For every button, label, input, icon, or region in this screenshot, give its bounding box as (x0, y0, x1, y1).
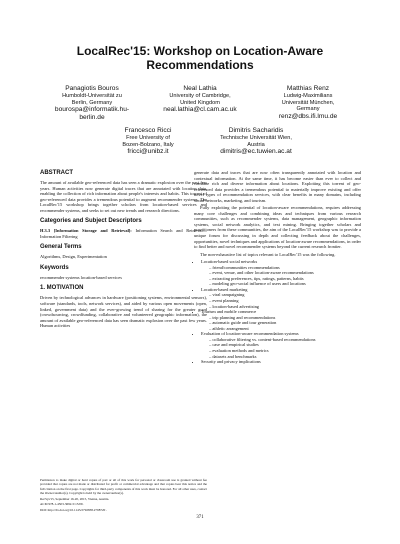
subtopic-item: – trip planning and recommendations (209, 315, 361, 321)
body-paragraph: Fully exploiting the potential of location-aware recommendations, requires addressing many core challenges and combining ideas and techniques from various research communities, such as recommender systems, data management, geographic information systems, social network analytics, and text mining. Bringing together scholars and practitioners from these communities, the aim of the LocalRec'15 workshop was to provide a unique forum for discussing in depth and collecting feedback about the challenges, opportunities, novel techniques and applications of location-aware recommendations, in order to find better and novel recommender systems beyond the current research frontier. (194, 205, 361, 250)
author-email: dimitris@ec.tuwien.ac.at (220, 148, 292, 156)
subtopic-list (201, 292, 361, 309)
categories-code: H.3.3 [Information Storage and Retrieval]: (40, 228, 132, 234)
acm-isbn: ACM 978-1-4503-3692-5/15/09. (40, 502, 84, 507)
title-line-2: Recommendations (146, 58, 254, 72)
categories-description: Information Search and Retrieval—Information Filtering (40, 228, 207, 239)
subtopic-item: – modeling geo-social influence of users and locations (209, 281, 361, 287)
topic-label: Tourism and mobile commerce (201, 309, 257, 315)
subtopic-item: – case and empirical studies (209, 342, 361, 348)
subtopic-item: – extracting preferences, tips, ratings, patterns, habits (209, 276, 361, 282)
author-block-5 (204, 127, 308, 156)
topic-label: Location-based social networks (201, 259, 258, 265)
subtopic-item: – automatic guide and tour generation (209, 320, 361, 326)
page-number: 371 (196, 515, 204, 520)
subtopic-list (201, 337, 361, 359)
author-affiliation: Technische Universität Wien, (220, 135, 292, 141)
body-paragraph: The non-exhaustive list of topics relevant to LocalRec'15 was the following. (200, 251, 336, 257)
motivation-heading: 1. MOTIVATION (40, 285, 84, 292)
subtopic-item: – friend/communities recommendations (209, 265, 361, 271)
right-column (194, 170, 361, 365)
subtopic-list (201, 265, 361, 287)
topic-item (201, 287, 361, 309)
author-block-3 (256, 85, 360, 120)
author-block-4 (96, 127, 200, 156)
author-affiliation: United Kingdom (180, 99, 220, 106)
title-line-1: LocalRec'15: Workshop on Location-Aware (76, 44, 324, 58)
general-terms-text: Algorithms, Design, Experimentation (40, 254, 107, 260)
author-affiliation: Berlin, Germany (71, 99, 113, 106)
paper-title (40, 44, 360, 72)
author-name: Dimitris Sacharidis (228, 127, 284, 134)
author-affiliation: Austria (247, 141, 265, 148)
author-affiliation: Free University of (126, 135, 170, 141)
left-column (40, 170, 207, 331)
subtopic-item: – collaborative filtering vs. content-based recommendations (209, 337, 361, 343)
author-affiliation: Universität München, (281, 99, 335, 106)
copyright-notice (40, 478, 207, 514)
topics-list (194, 259, 361, 364)
doi-text: DOI: http://dx.doi.org/10.1145/2792838.2798720 . (40, 507, 107, 512)
author-affiliation: Bozen-Bolzano, Italy (122, 141, 174, 148)
subtopic-item: – athletic arrangement (209, 326, 361, 332)
author-email: fricci@unibz.it (127, 148, 169, 156)
author-name: Matthias Renz (286, 85, 330, 92)
author-name: Panagiotis Bouros (65, 85, 119, 92)
topic-item (201, 359, 361, 365)
permission-text: Permission to make digital or hard copies of part or all of this work for personal or classroom use is granted without fee provided that copies are not made or distributed for profit or commercial advantage and that copies bear this notice and the full citation on the first page. Copyrights for third-party components of this work must be honored. For all other uses, contact the Owner/Author(s). Copyright is held by the owner/author(s). (40, 478, 207, 495)
author-affiliation: Ludwig-Maximilians (283, 93, 333, 99)
topic-item (201, 259, 361, 287)
topic-item (201, 309, 361, 331)
categories-heading: Categories and Subject Descriptors (40, 218, 142, 225)
topic-label: Evaluation of location-aware recommendation systems (201, 331, 299, 337)
conference-info: RecSys'15, September 16-20, 2015, Vienna, Austria. (40, 496, 110, 501)
general-terms-heading: General Terms (40, 244, 82, 251)
subtopic-item: – viral campaigning (209, 292, 361, 298)
author-email: berlin.de (79, 113, 105, 121)
motivation-text: Driven by technological advances in hardware (positioning systems, environmental sensors), software (standards, tools, network services), and aided by various open movements (open, linked, government data) and the ever-growing trend of sharing for the greater good (crowdsourcing, crowdfunding, collaborative and volunteered geographic information), the amount of available geo-referenced data has seen dramatic explosion over the past few years. Human activities (40, 295, 207, 329)
abstract-heading: ABSTRACT (40, 170, 73, 176)
author-affiliation: Germany (296, 106, 320, 113)
keywords-heading: Keywords (40, 264, 69, 271)
subtopic-item: – event, venue, and other location-aware recommendations (209, 270, 361, 276)
author-email: renz@dbs.ifi.lmu.de (278, 112, 338, 120)
author-name: Francesco Ricci (124, 127, 172, 134)
author-name: Neal Lathia (183, 85, 217, 92)
author-block-2 (148, 85, 252, 114)
subtopic-list (201, 315, 361, 332)
subtopic-item: – event planning (209, 298, 361, 304)
topic-item (201, 331, 361, 359)
author-affiliation: University of Cambridge, (169, 93, 231, 99)
keywords-text: recommender systems location-based services (40, 274, 122, 280)
body-paragraph: generate data and traces that are now often transparently annotated with location and contextual information. At the same time, it has become easier than ever to collect and combine rich and diverse information about locations. Exploiting this torrent of geo-referenced data provides a tremendous potential to materially improve existing and offer novel types of recommendation services, with clear benefits in many domains, including social networks, marketing, and tourism. (194, 170, 361, 203)
subtopic-item: – datasets and benchmarks (209, 354, 361, 360)
author-block-1 (40, 85, 144, 121)
categories-text (40, 228, 207, 239)
subtopic-item: – location-based advertising (209, 304, 361, 310)
topic-label: Security and privacy implications (201, 359, 261, 365)
subtopic-item: – evaluation methods and metrics (209, 348, 361, 354)
topic-label: Location-based marketing (201, 286, 248, 292)
author-affiliation: Humboldt-Universität zu (62, 93, 122, 99)
author-email: bourospa@informatik.hu- (54, 106, 130, 114)
abstract-text: The amount of available geo-referenced data has seen a dramatic explosion over the past few years. Human activities now generate digital traces that are annotated with location data, enabling the collection of rich information about people's interests and habits. This torrent of geo-referenced data provides a tremendous potential to augment recommender systems. The LocalRec'15 workshop brings together scholars from location-based services and recommender systems, and seeks to set out new trends and research directions. (40, 180, 207, 213)
author-email: neal.lathia@cl.cam.ac.uk (163, 106, 237, 114)
